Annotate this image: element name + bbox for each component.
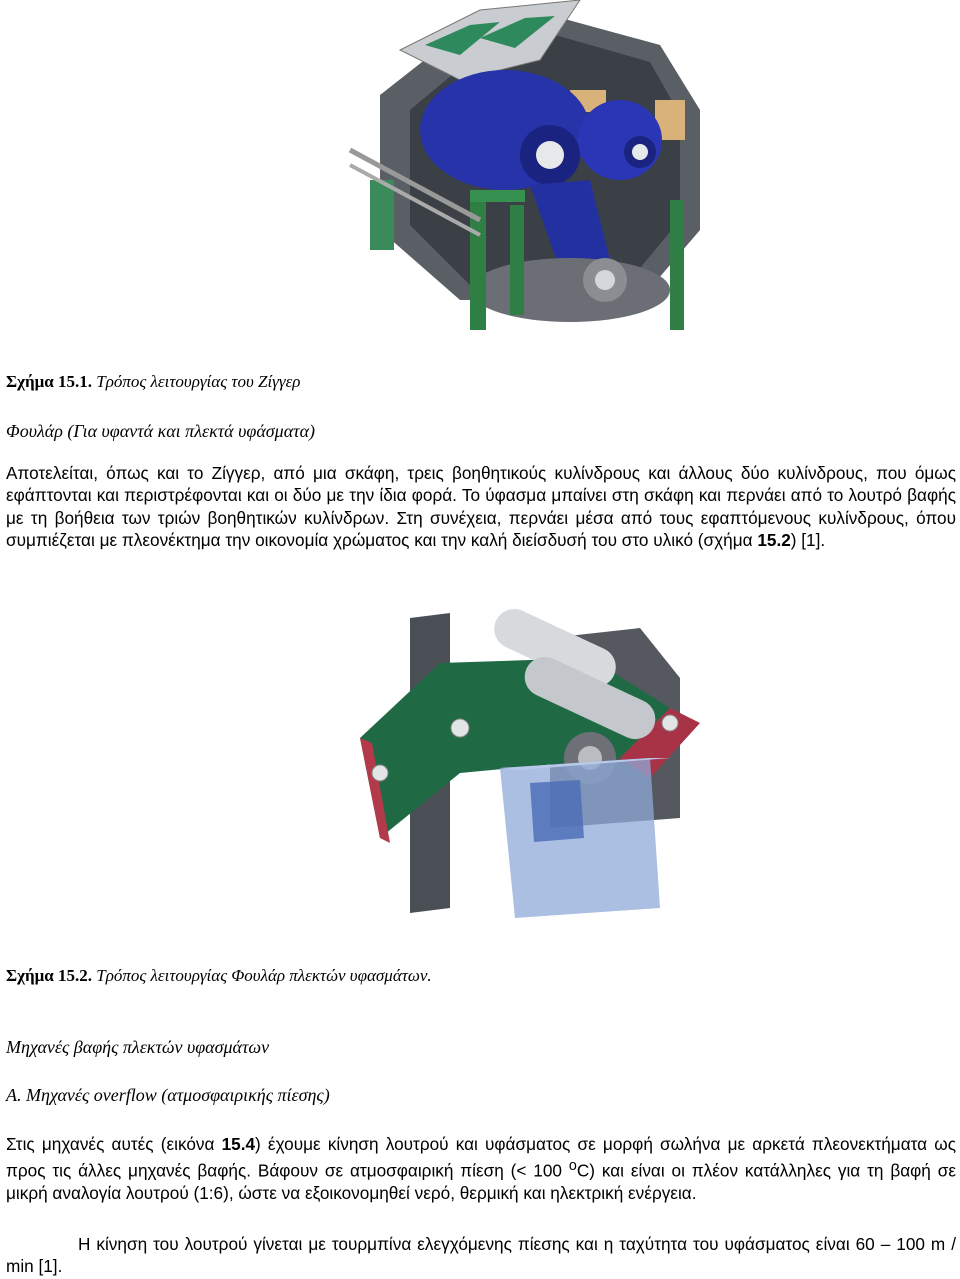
frame-post	[510, 205, 524, 315]
figure-label: Σχήμα 15.2.	[6, 966, 92, 985]
figure-ref: 15.4	[221, 1134, 256, 1154]
paragraph-foulard	[6, 462, 956, 551]
jigger-machine-illustration	[340, 0, 720, 345]
frame-beam	[470, 190, 525, 202]
subsection-heading-overflow: Α. Μηχανές overflow (ατμοσφαιρικής πίεσης)	[6, 1085, 330, 1105]
degree-superscript: ο	[568, 1158, 577, 1175]
paragraph-text: ) έχουμε κίνηση λουτρού και υφάσματος σε μορφή σωλήνα με αρκετά πλεονεκτήματα ως προς τις άλλες μηχανές βαφής. Βάφουν σε ατμοσφαιρική πίεση (< 100	[6, 1134, 956, 1182]
section-heading-knit-dyeing: Μηχανές βαφής πλεκτών υφασμάτων	[6, 1037, 270, 1057]
figure-caption-text: Τρόπος λειτουργίας Φουλάρ πλεκτών υφασμάτων.	[96, 966, 432, 985]
paragraph-text: C) και είναι οι πλέον κατάλληλες για τη βαφή σε μικρή αναλογία λουτρού (1:6), ώστε να εξοικονομηθεί νερό, θερμική και ηλεκτρική ενέργεια.	[6, 1161, 956, 1204]
trough-box	[530, 780, 584, 842]
paragraph-text: Στις μηχανές αυτές (εικόνα	[6, 1134, 222, 1154]
guide-roller	[662, 715, 678, 731]
paragraph-text: Αποτελείται, όπως και το Ζίγγερ, από μια σκάφη, τρεις βοηθητικούς κυλίνδρους και άλλους δύο κυλίνδρους, που όμως εφάπτονται και περιστρέφονται και οι δύο με την ίδια φορά. Το ύφασμα μπαίνει στη σκάφη και περνάει από το λουτρό βαφής με τη βοήθεια των τριών βοηθητικών κυλίνδρων. Στη συνέχεια, περνάει μέσα από τους εφαπτόμενους κυλίνδρους, όπου συμπιέζεται με πλεονέκτημα την οικονομία χρώματος και την καλή διείσδυσή του στο υλικό (σχήμα	[6, 463, 956, 550]
guide-roller	[372, 765, 388, 781]
foulard-machine-illustration	[340, 608, 740, 956]
frame-post	[670, 200, 684, 330]
figure-caption-text: Τρόπος λειτουργίας του Ζίγγερ	[96, 372, 301, 391]
paragraph-overflow	[6, 1133, 956, 1205]
frame-post	[470, 190, 486, 330]
dye-trough	[470, 258, 670, 322]
roll-core	[536, 141, 564, 169]
figure-caption-2	[6, 966, 432, 986]
section-heading-foulard: Φουλάρ (Για υφαντά και πλεκτά υφάσματα)	[6, 421, 316, 441]
paragraph-turbine: Η κίνηση του λουτρού γίνεται με τουρμπίνα ελεγχόμενης πίεσης και η ταχύτητα του υφάσματος είναι 60 – 100 m / min [1].	[6, 1234, 956, 1277]
control-box	[370, 180, 394, 250]
roll-core	[632, 144, 648, 160]
figure-caption-1	[6, 372, 300, 392]
guide-roller-core	[595, 270, 615, 290]
figure-ref: 15.2	[757, 529, 791, 550]
figure-label: Σχήμα 15.1.	[6, 372, 92, 391]
paragraph-text: ) [1].	[790, 529, 826, 550]
guide-roller	[451, 719, 469, 737]
